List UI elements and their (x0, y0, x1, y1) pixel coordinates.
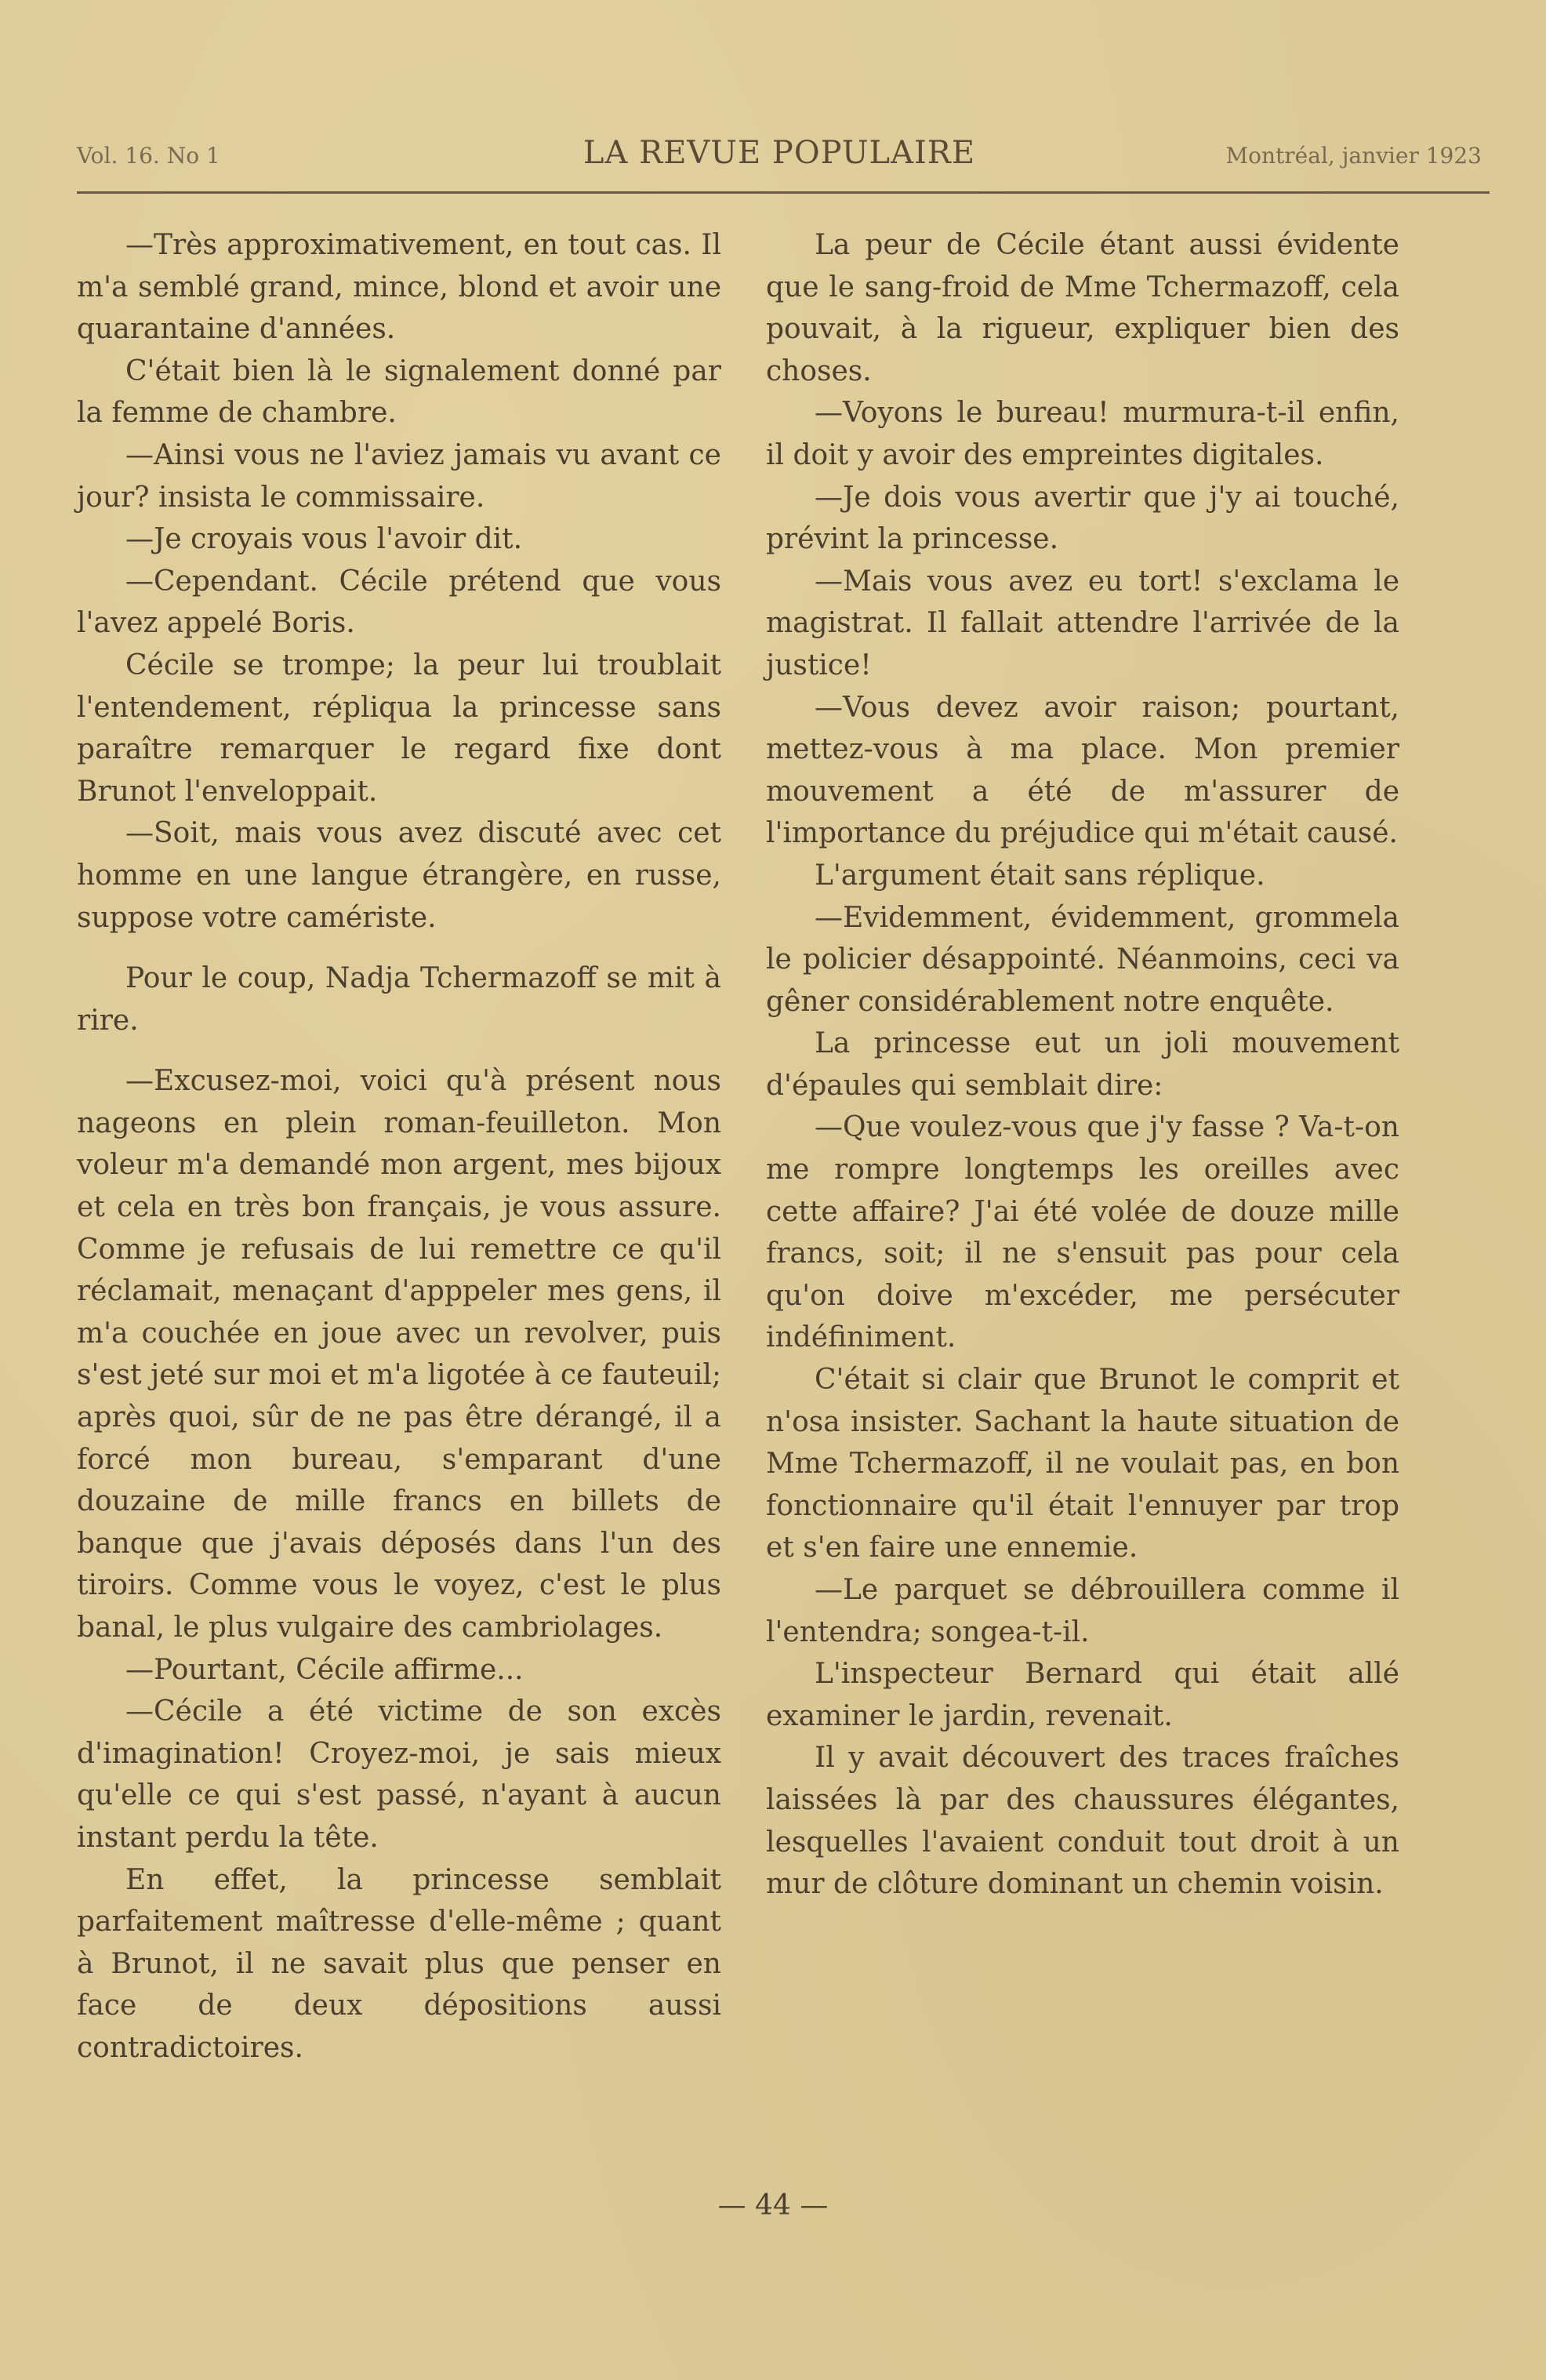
paragraph: —Vous devez avoir raison; pourtant, mettez-vous à ma place. Mon premier mouvement a été de m'assurer de l'importance du préjudice qui m'était causé. (766, 691, 1399, 850)
paragraph: Pour le coup, Nadja Tchermazoff se mit à rire. (77, 962, 721, 1037)
paragraph: —Evidemment, évidemment, grommela le policier désappointé. Néanmoins, ceci va gêner considérablement notre enquête. (766, 901, 1399, 1018)
paragraph: La princesse eut un joli mouvement d'épaules qui semblait dire: (766, 1027, 1399, 1102)
paragraph: —Je dois vous avertir que j'y ai touché, prévint la princesse. (766, 481, 1399, 556)
paragraph: —Je croyais vous l'avoir dit. (125, 523, 523, 556)
paragraph: En effet, la princesse semblait parfaitement maîtresse d'elle-même ; quant à Brunot, il ne savait plus que penser en face de deux dépositions aussi contradictoires. (77, 1863, 721, 2064)
paragraph: —Voyons le bureau! murmura-t-il enfin, il doit y avoir des empreintes digitales. (766, 397, 1399, 471)
paragraph: Il y avait découvert des traces fraîches laissées là par des chaussures élégantes, lesquelles l'avaient conduit tout droit à un mur de clôture dominant un chemin voisin. (766, 1742, 1399, 1901)
paragraph: —Le parquet se débrouillera comme il l'entendra; songea-t-il. (766, 1574, 1399, 1648)
running-header (77, 135, 1482, 182)
paragraph: —Mais vous avez eu tort! s'exclama le magistrat. Il fallait attendre l'arrivée de la justice! (766, 565, 1399, 681)
paragraph: C'était bien là le signalement donné par la femme de chambre. (77, 354, 721, 430)
paragraph: —Pourtant, Cécile affirme... (125, 1653, 524, 1686)
paragraph: —Que voulez-vous que j'y fasse ? Va-t-on me rompre longtemps les oreilles avec cette affaire? J'ai été volée de douze mille francs, soit; il ne s'ensuit pas pour cela qu'on doive m'excéder, me persécuter indéfiniment. (766, 1111, 1399, 1354)
header-rule (77, 191, 1490, 194)
paragraph: La peur de Cécile étant aussi évidente que le sang-froid de Mme Tchermazoff, cela pouvait, à la rigueur, expliquer bien des choses. (766, 229, 1399, 387)
paragraph: —Cécile a été victime de son excès d'imagination! Croyez-moi, je sais mieux qu'elle ce qui s'est passé, n'ayant à aucun instant perdu la tête. (77, 1695, 721, 1854)
paragraph: L'argument était sans réplique. (815, 859, 1265, 892)
paragraph: —Très approximativement, en tout cas. Il m'a semblé grand, mince, blond et avoir une quarantaine d'années. (77, 229, 721, 346)
paragraph: —Soit, mais vous avez discuté avec cet homme en une langue étrangère, en russe, suppose votre camériste. (77, 817, 721, 934)
paragraph: L'inspecteur Bernard qui était allé examiner le jardin, revenait. (766, 1658, 1399, 1732)
left-column (77, 224, 721, 2069)
place-and-date: Montréal, janvier 1923 (1225, 143, 1482, 169)
magazine-title: LA REVUE POPULAIRE (582, 135, 976, 171)
paragraph: —Cependant. Cécile prétend que vous l'avez appelé Boris. (77, 565, 721, 640)
right-column (766, 224, 1399, 1906)
page-number: — 44 — (717, 2189, 829, 2222)
volume-number: Vol. 16. No 1 (77, 143, 220, 169)
paragraph: Cécile se trompe; la peur lui troublait l'entendement, répliqua la princesse sans paraître remarquer le regard fixe dont Brunot l'enveloppait. (77, 649, 721, 808)
paragraph: —Ainsi vous ne l'aviez jamais vu avant ce jour? insista le commissaire. (77, 438, 721, 514)
paragraph: C'était si clair que Brunot le comprit et n'osa insister. Sachant la haute situation de Mme Tchermazoff, il ne voulait pas, en bon fonctionnaire qu'il était l'ennuyer par trop et s'en faire une ennemie. (766, 1364, 1399, 1564)
paragraph: —Excusez-moi, voici qu'à présent nous nageons en plein roman-feuilleton. Mon voleur m'a demandé mon argent, mes bijoux et cela en très bon français, je vous assure. Comme je refusais de lui remettre ce qu'il réclamait, menaçant d'apppeler mes gens, il m'a couchée en joue avec un revolver, puis s'est jeté sur moi et m'a ligotée à ce fauteuil; après quoi, sûr de ne pas être dérangé, il a forcé mon bureau, s'emparant d'une douzaine de mille francs en billets de banque que j'avais déposés dans l'un des tiroirs. Comme vous le voyez, c'est le plus banal, le plus vulgaire des cambriolages. (77, 1065, 721, 1644)
